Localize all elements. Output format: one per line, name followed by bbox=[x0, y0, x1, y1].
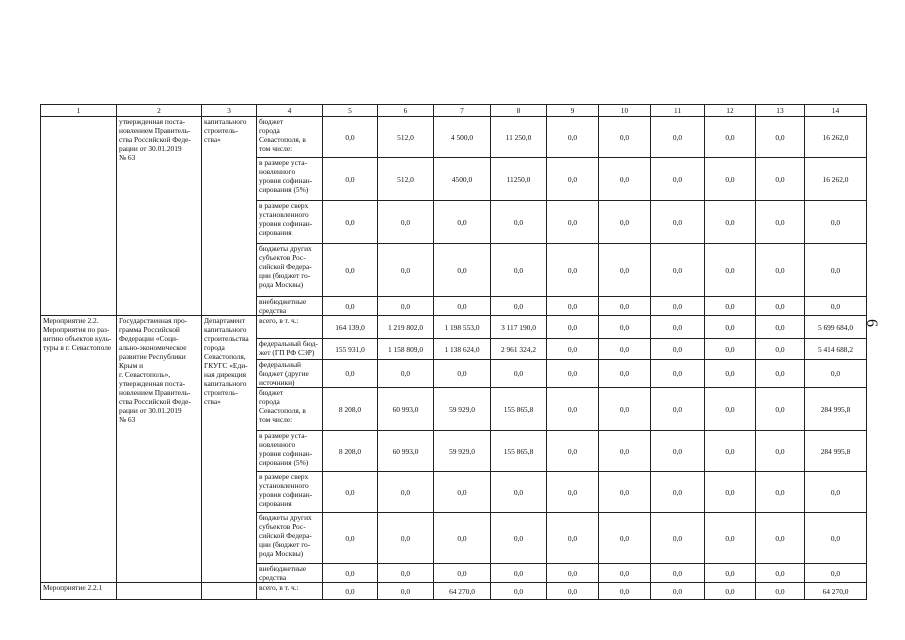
amount-cell: 0,0 bbox=[323, 564, 378, 583]
amount-cell: 0,0 bbox=[651, 244, 705, 297]
amount-cell: 0,0 bbox=[434, 472, 491, 513]
amount-cell: 0,0 bbox=[705, 316, 756, 339]
amount-cell: 0,0 bbox=[805, 201, 867, 244]
amount-cell: 0,0 bbox=[756, 201, 805, 244]
amount-cell: 5 699 684,0 bbox=[805, 316, 867, 339]
amount-cell: 16 262,0 bbox=[805, 117, 867, 158]
amount-cell: 0,0 bbox=[378, 201, 434, 244]
column-number-header: 1 bbox=[41, 105, 117, 117]
amount-cell: 0,0 bbox=[805, 513, 867, 564]
amount-cell: 0,0 bbox=[599, 339, 651, 360]
amount-cell: 0,0 bbox=[547, 360, 599, 388]
amount-cell: 0,0 bbox=[705, 339, 756, 360]
amount-cell: 2 961 324,2 bbox=[491, 339, 547, 360]
amount-cell: 0,0 bbox=[378, 244, 434, 297]
amount-cell: 0,0 bbox=[323, 297, 378, 316]
funding-source-cell: бюджет города Севастополя, в том числе: bbox=[257, 117, 323, 158]
amount-cell: 0,0 bbox=[323, 583, 378, 600]
amount-cell: 8 208,0 bbox=[323, 388, 378, 431]
amount-cell: 3 117 190,0 bbox=[491, 316, 547, 339]
amount-cell: 64 270,0 bbox=[434, 583, 491, 600]
amount-cell: 0,0 bbox=[599, 316, 651, 339]
amount-cell: 0,0 bbox=[434, 360, 491, 388]
amount-cell: 0,0 bbox=[491, 513, 547, 564]
amount-cell: 0,0 bbox=[491, 360, 547, 388]
amount-cell: 0,0 bbox=[705, 297, 756, 316]
amount-cell: 0,0 bbox=[756, 513, 805, 564]
column-number-header: 4 bbox=[257, 105, 323, 117]
amount-cell: 0,0 bbox=[651, 117, 705, 158]
amount-cell: 155 931,0 bbox=[323, 339, 378, 360]
program-cell bbox=[117, 583, 202, 600]
activity-name-cell bbox=[41, 117, 117, 316]
amount-cell: 4500,0 bbox=[434, 158, 491, 201]
amount-cell: 0,0 bbox=[323, 117, 378, 158]
amount-cell: 0,0 bbox=[705, 472, 756, 513]
amount-cell: 0,0 bbox=[547, 472, 599, 513]
amount-cell: 0,0 bbox=[756, 316, 805, 339]
amount-cell: 4 500,0 bbox=[434, 117, 491, 158]
amount-cell: 0,0 bbox=[756, 158, 805, 201]
amount-cell: 0,0 bbox=[547, 201, 599, 244]
amount-cell: 0,0 bbox=[323, 360, 378, 388]
amount-cell: 0,0 bbox=[547, 244, 599, 297]
amount-cell: 0,0 bbox=[599, 388, 651, 431]
amount-cell: 0,0 bbox=[547, 117, 599, 158]
amount-cell: 0,0 bbox=[434, 513, 491, 564]
amount-cell: 1 219 802,0 bbox=[378, 316, 434, 339]
executor-cell bbox=[202, 583, 257, 600]
amount-cell: 0,0 bbox=[805, 472, 867, 513]
amount-cell: 0,0 bbox=[491, 201, 547, 244]
amount-cell: 0,0 bbox=[599, 513, 651, 564]
table-row bbox=[41, 583, 867, 600]
amount-cell: 0,0 bbox=[434, 244, 491, 297]
amount-cell: 0,0 bbox=[434, 297, 491, 316]
amount-cell: 1 138 624,0 bbox=[434, 339, 491, 360]
column-number-header: 12 bbox=[705, 105, 756, 117]
funding-source-cell: федеральный бюджет (другие источники) bbox=[257, 360, 323, 388]
amount-cell: 11 250,0 bbox=[491, 117, 547, 158]
amount-cell: 0,0 bbox=[547, 316, 599, 339]
amount-cell: 0,0 bbox=[599, 431, 651, 472]
amount-cell: 59 929,0 bbox=[434, 388, 491, 431]
activity-name-cell: Мероприятие 2.2.1 bbox=[41, 583, 117, 600]
amount-cell: 0,0 bbox=[491, 564, 547, 583]
amount-cell: 0,0 bbox=[651, 360, 705, 388]
program-cell: утвержденная поста- новлением Правитель- ства Российской Феде- рации от 30.01.2019 № 63 bbox=[117, 117, 202, 316]
amount-cell: 1 198 553,0 bbox=[434, 316, 491, 339]
amount-cell: 0,0 bbox=[651, 201, 705, 244]
funding-source-cell: в размере сверх установленного уровня софинан- сирования bbox=[257, 472, 323, 513]
amount-cell: 0,0 bbox=[651, 339, 705, 360]
amount-cell: 0,0 bbox=[599, 564, 651, 583]
amount-cell: 0,0 bbox=[651, 297, 705, 316]
funding-source-cell: всего, в т. ч.: bbox=[257, 316, 323, 339]
amount-cell: 0,0 bbox=[756, 244, 805, 297]
funding-source-cell: бюджеты других субъектов Рос- сийской Федера- ции (бюджет го- рода Москвы) bbox=[257, 513, 323, 564]
amount-cell: 0,0 bbox=[705, 583, 756, 600]
amount-cell: 155 865,8 bbox=[491, 431, 547, 472]
amount-cell: 5 414 688,2 bbox=[805, 339, 867, 360]
amount-cell: 0,0 bbox=[599, 117, 651, 158]
funding-source-cell: бюджет города Севастополя, в том числе: bbox=[257, 388, 323, 431]
amount-cell: 0,0 bbox=[547, 431, 599, 472]
amount-cell: 16 262,0 bbox=[805, 158, 867, 201]
amount-cell: 8 208,0 bbox=[323, 431, 378, 472]
amount-cell: 0,0 bbox=[756, 297, 805, 316]
amount-cell: 0,0 bbox=[323, 513, 378, 564]
amount-cell: 0,0 bbox=[491, 244, 547, 297]
executor-cell: капитального строитель- ства» bbox=[202, 117, 257, 316]
amount-cell: 0,0 bbox=[491, 297, 547, 316]
amount-cell: 0,0 bbox=[756, 431, 805, 472]
page-number: 6 bbox=[863, 319, 880, 327]
amount-cell: 0,0 bbox=[705, 564, 756, 583]
amount-cell: 60 993,0 bbox=[378, 431, 434, 472]
amount-cell: 59 929,0 bbox=[434, 431, 491, 472]
activity-name-cell: Мероприятие 2.2. Мероприятия по раз- витию объектов куль- туры в г. Севастополе bbox=[41, 316, 117, 583]
amount-cell: 0,0 bbox=[599, 472, 651, 513]
amount-cell: 0,0 bbox=[434, 201, 491, 244]
amount-cell: 512,0 bbox=[378, 117, 434, 158]
amount-cell: 0,0 bbox=[651, 431, 705, 472]
amount-cell: 0,0 bbox=[599, 201, 651, 244]
amount-cell: 0,0 bbox=[651, 583, 705, 600]
funding-source-cell: в размере сверх установленного уровня софинан- сирования bbox=[257, 201, 323, 244]
amount-cell: 0,0 bbox=[705, 158, 756, 201]
amount-cell: 0,0 bbox=[651, 564, 705, 583]
amount-cell: 0,0 bbox=[599, 360, 651, 388]
column-number-header: 2 bbox=[117, 105, 202, 117]
amount-cell: 60 993,0 bbox=[378, 388, 434, 431]
amount-cell: 0,0 bbox=[547, 388, 599, 431]
amount-cell: 0,0 bbox=[378, 297, 434, 316]
amount-cell: 0,0 bbox=[378, 564, 434, 583]
amount-cell: 0,0 bbox=[491, 583, 547, 600]
amount-cell: 0,0 bbox=[756, 339, 805, 360]
amount-cell: 284 995,8 bbox=[805, 388, 867, 431]
amount-cell: 0,0 bbox=[378, 583, 434, 600]
amount-cell: 0,0 bbox=[651, 388, 705, 431]
amount-cell: 0,0 bbox=[547, 158, 599, 201]
amount-cell: 0,0 bbox=[705, 513, 756, 564]
amount-cell: 0,0 bbox=[705, 431, 756, 472]
amount-cell: 0,0 bbox=[705, 360, 756, 388]
amount-cell: 0,0 bbox=[805, 244, 867, 297]
funding-source-cell: федеральный бюд- жет (ГП РФ СЭР) bbox=[257, 339, 323, 360]
funding-source-cell: внебюджетные средства bbox=[257, 297, 323, 316]
amount-cell: 0,0 bbox=[547, 339, 599, 360]
column-number-header: 3 bbox=[202, 105, 257, 117]
funding-source-cell: внебюджетные средства bbox=[257, 564, 323, 583]
amount-cell: 0,0 bbox=[805, 297, 867, 316]
column-number-header: 14 bbox=[805, 105, 867, 117]
column-number-header: 11 bbox=[651, 105, 705, 117]
table-body bbox=[41, 105, 867, 600]
amount-cell: 0,0 bbox=[599, 244, 651, 297]
amount-cell: 0,0 bbox=[599, 297, 651, 316]
funding-source-cell: в размере уста- новленного уровня софинан- сирования (5%) bbox=[257, 431, 323, 472]
amount-cell: 0,0 bbox=[756, 583, 805, 600]
amount-cell: 0,0 bbox=[651, 316, 705, 339]
funding-source-cell: бюджеты других субъектов Рос- сийской Федера- ции (бюджет го- рода Москвы) bbox=[257, 244, 323, 297]
executor-cell: Департамент капитального строительства города Севастополя, ГКУГС «Еди- ная дирекция капитального строитель- ства» bbox=[202, 316, 257, 583]
budget-table bbox=[40, 104, 867, 600]
amount-cell: 0,0 bbox=[323, 201, 378, 244]
amount-cell: 0,0 bbox=[599, 158, 651, 201]
column-number-header: 8 bbox=[491, 105, 547, 117]
amount-cell: 284 995,8 bbox=[805, 431, 867, 472]
funding-source-cell: в размере уста- новленного уровня софинан- сирования (5%) bbox=[257, 158, 323, 201]
header-row bbox=[41, 105, 867, 117]
amount-cell: 0,0 bbox=[378, 513, 434, 564]
amount-cell: 0,0 bbox=[705, 117, 756, 158]
funding-source-cell: всего, в т. ч.: bbox=[257, 583, 323, 600]
amount-cell: 0,0 bbox=[756, 117, 805, 158]
amount-cell: 0,0 bbox=[599, 583, 651, 600]
amount-cell: 164 139,0 bbox=[323, 316, 378, 339]
table-row bbox=[41, 117, 867, 158]
amount-cell: 0,0 bbox=[756, 360, 805, 388]
amount-cell: 0,0 bbox=[756, 472, 805, 513]
table-row bbox=[41, 316, 867, 339]
amount-cell: 0,0 bbox=[323, 158, 378, 201]
amount-cell: 0,0 bbox=[651, 513, 705, 564]
program-cell: Государственная про- грамма Российской Федерации «Соци- ально-экономическое развитие Республики Крым и г. Севастополь», утвержденная поста- новлением Правитель- ства Российской Феде- рации от 30.01.2019 № 63 bbox=[117, 316, 202, 583]
amount-cell: 11250,0 bbox=[491, 158, 547, 201]
amount-cell: 0,0 bbox=[705, 244, 756, 297]
amount-cell: 0,0 bbox=[434, 564, 491, 583]
column-number-header: 13 bbox=[756, 105, 805, 117]
amount-cell: 155 865,8 bbox=[491, 388, 547, 431]
column-number-header: 7 bbox=[434, 105, 491, 117]
amount-cell: 0,0 bbox=[651, 472, 705, 513]
amount-cell: 0,0 bbox=[651, 158, 705, 201]
amount-cell: 0,0 bbox=[491, 472, 547, 513]
amount-cell: 0,0 bbox=[547, 564, 599, 583]
amount-cell: 0,0 bbox=[805, 564, 867, 583]
amount-cell: 0,0 bbox=[547, 297, 599, 316]
column-number-header: 6 bbox=[378, 105, 434, 117]
amount-cell: 0,0 bbox=[378, 360, 434, 388]
amount-cell: 0,0 bbox=[323, 244, 378, 297]
amount-cell: 0,0 bbox=[705, 388, 756, 431]
amount-cell: 64 270,0 bbox=[805, 583, 867, 600]
amount-cell: 0,0 bbox=[378, 472, 434, 513]
amount-cell: 0,0 bbox=[805, 360, 867, 388]
amount-cell: 512,0 bbox=[378, 158, 434, 201]
amount-cell: 0,0 bbox=[756, 564, 805, 583]
column-number-header: 5 bbox=[323, 105, 378, 117]
amount-cell: 0,0 bbox=[547, 583, 599, 600]
column-number-header: 10 bbox=[599, 105, 651, 117]
amount-cell: 1 158 809,0 bbox=[378, 339, 434, 360]
amount-cell: 0,0 bbox=[323, 472, 378, 513]
amount-cell: 0,0 bbox=[547, 513, 599, 564]
budget-table-sheet bbox=[40, 104, 866, 600]
amount-cell: 0,0 bbox=[705, 201, 756, 244]
column-number-header: 9 bbox=[547, 105, 599, 117]
amount-cell: 0,0 bbox=[756, 388, 805, 431]
